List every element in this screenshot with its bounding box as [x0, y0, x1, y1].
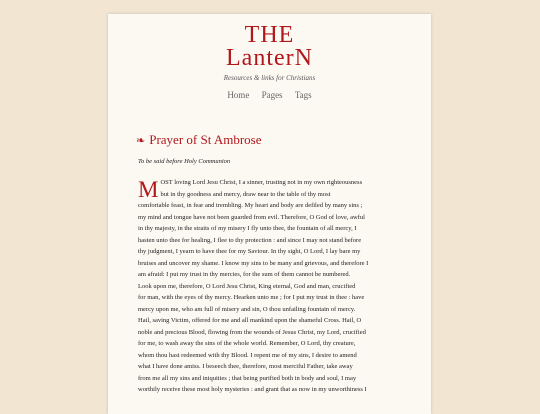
post-title[interactable] [136, 132, 262, 148]
content-card [108, 14, 431, 414]
body-line: for man, with the eyes of thy mercy. Hearken unto me ; for I put my trust in thee : have [138, 294, 365, 301]
body-line: my mind and tongue have not been guarded from evil. Therefore, O God of love, awful [138, 213, 365, 221]
body-line: mercy upon me, who am full of misery and sin, O thou unfailing fountain of mercy. [138, 305, 356, 313]
body-line: what I have done amiss. I beseech thee, therefore, most merciful Father, take away [138, 363, 353, 370]
nav-home[interactable]: Home [227, 90, 250, 100]
body-line: noble and precious Blood, flowing from the wounds of Jesus Christ, my Lord, crucified [138, 328, 366, 336]
body-line: Look upon me, therefore, O Lord Jesu Christ, King eternal, God and man, crucified [138, 282, 356, 290]
body-line: OST loving Lord Jesu Christ, I a sinner, trusting not in my own righteousness [160, 179, 363, 186]
body-line: in thy majesty, in the straits of my misery I fly unto thee, the fountain of all mercy, I [138, 225, 357, 232]
post-title-text: Prayer of St Ambrose [149, 132, 262, 147]
post-subtitle: To be said before Holy Communion [138, 158, 231, 165]
body-line: Hail, saving Victim, offered for me and all mankind upon the shameful Cross. Hail, O [138, 317, 362, 324]
body-line: thy judgment, I yearn to have thee for my Saviour. In thy sight, O Lord, I lay bare my [138, 248, 361, 255]
body-line: bruises and uncover my shame. I know my sins to be many and grievous, and therefore I [138, 259, 369, 267]
site-title-line2: LanterN [226, 45, 313, 71]
body-line: whom thou hast redeemed with thy Blood. I repent me of my sins, I desire to amend [138, 351, 357, 359]
body-line: but in thy goodness and mercy, draw near to the table of thy most [160, 190, 331, 198]
main-nav [108, 90, 431, 100]
body-line: comfortable feast, in fear and trembling. My heart and body are defiled by many sins ; [138, 202, 363, 209]
body-line: worthily receive these most holy mysteries : and grant that as now in my unworthiness I [138, 386, 367, 393]
site-tagline: Resources & links for Christians [223, 74, 316, 82]
body-line: hasten unto thee for healing, I flee to thy protection : and since I may not stand before [138, 236, 362, 244]
body-line: am afraid: I put my trust in thy mercies, for the sum of them cannot be numbered. [138, 271, 351, 278]
body-line: from me all my sins and iniquities ; that being purified both in body and soul, I may [138, 374, 357, 382]
site-title-line1: THE [244, 22, 295, 48]
fleuron-icon: ❧ [136, 135, 146, 147]
body-line: for me, to wash away the sins of the whole world. Remember, O Lord, thy creature, [138, 340, 356, 347]
nav-pages[interactable]: Pages [261, 90, 283, 100]
post-body [138, 177, 406, 396]
nav-tags[interactable]: Tags [294, 90, 312, 100]
drop-cap: M [138, 177, 159, 202]
